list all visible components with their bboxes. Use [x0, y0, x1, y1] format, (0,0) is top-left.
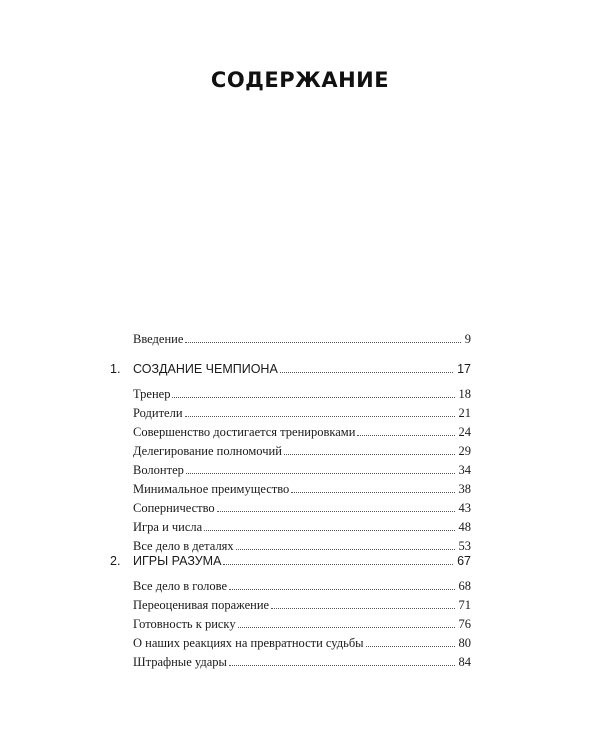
- chapter-number: 2.: [110, 554, 121, 568]
- toc-chapter-1[interactable]: [133, 356, 471, 376]
- toc-entry-label: Готовность к риску: [133, 617, 236, 631]
- dot-leader: [185, 416, 455, 417]
- dot-leader: [185, 342, 460, 343]
- toc-entry[interactable]: [133, 400, 471, 420]
- dot-leader: [204, 530, 454, 531]
- toc-entry-page: 43: [458, 501, 471, 515]
- toc-entry-label: Штрафные удары: [133, 655, 227, 669]
- toc-entry-page: 84: [458, 655, 471, 669]
- dot-leader: [172, 397, 454, 398]
- toc-entry[interactable]: [133, 514, 471, 534]
- toc-entry-page: 71: [458, 598, 471, 612]
- toc-entry-page: 34: [458, 463, 471, 477]
- dot-leader: [291, 492, 454, 493]
- toc-entry-page: 21: [458, 406, 471, 420]
- toc-entry-label: Тренер: [133, 387, 171, 401]
- dot-leader: [186, 473, 455, 474]
- toc-entry-page: 48: [458, 520, 471, 534]
- toc-entry[interactable]: [133, 381, 471, 401]
- toc-entry-label: Введение: [133, 332, 184, 346]
- toc-entry-page: 38: [458, 482, 471, 496]
- toc-entry-label: Переоценивая поражение: [133, 598, 270, 612]
- toc-entry[interactable]: [133, 457, 471, 477]
- dot-leader: [217, 511, 455, 512]
- toc-entry-page: 80: [458, 636, 471, 650]
- dot-leader: [229, 589, 454, 590]
- toc-entry[interactable]: [133, 573, 471, 593]
- toc-entry[interactable]: [133, 611, 471, 631]
- chapter-title: ИГРЫ РАЗУМА: [133, 554, 222, 568]
- dot-leader: [366, 646, 455, 647]
- toc-entry-label: Делегирование полномочий: [133, 444, 282, 458]
- toc-entry-page: 68: [458, 579, 471, 593]
- toc-entry-label: Волонтер: [133, 463, 184, 477]
- dot-leader: [271, 608, 454, 609]
- page-title: СОДЕРЖАНИЕ: [210, 68, 390, 92]
- dot-leader: [229, 665, 455, 666]
- toc-entry[interactable]: [133, 476, 471, 496]
- toc-chapter-2[interactable]: [133, 548, 471, 568]
- toc-entry-page: 76: [458, 617, 471, 631]
- toc-entry-page: 29: [458, 444, 471, 458]
- dot-leader: [238, 627, 455, 628]
- toc-entry[interactable]: [133, 649, 471, 669]
- toc-entry[interactable]: [133, 495, 471, 515]
- toc-entry[interactable]: [133, 419, 471, 439]
- dot-leader: [223, 564, 453, 565]
- toc-entry[interactable]: [133, 592, 471, 612]
- toc-entry-label: Родители: [133, 406, 183, 420]
- toc-entry[interactable]: [133, 438, 471, 458]
- toc-entry[interactable]: [133, 630, 471, 650]
- toc-entry-page: 9: [464, 332, 471, 346]
- toc-entry-page: 24: [458, 425, 471, 439]
- dot-leader: [357, 435, 454, 436]
- toc-entry-label: Все дело в голове: [133, 579, 228, 593]
- toc-entry-label: Все дело в деталях: [133, 539, 234, 553]
- chapter-page: 67: [457, 554, 471, 568]
- toc-entry-label: Минимальное преимущество: [133, 482, 290, 496]
- toc-entry-label: Игра и числа: [133, 520, 203, 534]
- chapter-number: 1.: [110, 362, 121, 376]
- toc-entry-label: Соперничество: [133, 501, 215, 515]
- toc-entry-intro[interactable]: [133, 326, 471, 346]
- toc-entry-page: 53: [458, 539, 471, 553]
- toc-entry-page: 18: [458, 387, 471, 401]
- dot-leader: [284, 454, 455, 455]
- dot-leader: [280, 372, 453, 373]
- chapter-page: 17: [457, 362, 471, 376]
- chapter-title: СОЗДАНИЕ ЧЕМПИОНА: [133, 362, 278, 376]
- toc-entry-label: Совершенство достигается тренировками: [133, 425, 356, 439]
- toc-entry-label: О наших реакциях на превратности судьбы: [133, 636, 364, 650]
